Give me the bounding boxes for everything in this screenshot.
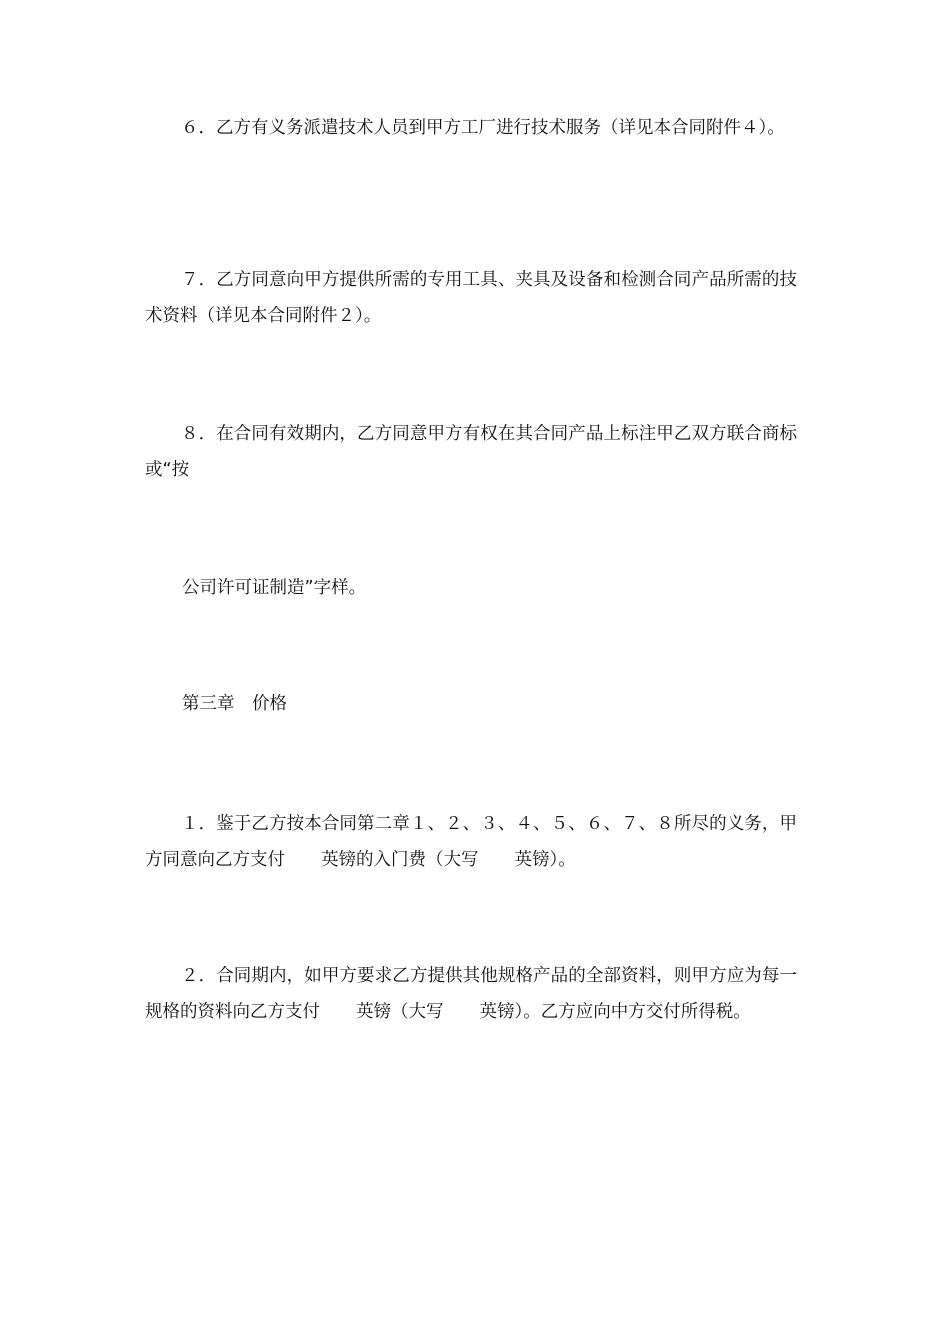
price-clause-2-paragraph (145, 958, 797, 1030)
price-clause-2-text-a: ２．合同期内，如甲方要求乙方提供其他规格产品的全部资料，则甲方应为每一规格的资料向乙方支付 (145, 966, 797, 1022)
clause-8-continuation: 公司许可证制造”字样。 (182, 578, 367, 598)
price-clause-2-text-c: 英镑）。乙方应向中方交付所得税。 (479, 1002, 751, 1022)
clause-6-paragraph: ６．乙方有义务派遣技术人员到甲方工厂进行技术服务（详见本合同附件４）。 (181, 118, 785, 138)
price-clause-2-text-b: 英镑（大写 (356, 1002, 444, 1022)
chapter-3-heading: 第三章 价格 (182, 694, 287, 714)
price-clause-1-paragraph (145, 806, 797, 878)
clause-7-paragraph: ７．乙方同意向甲方提供所需的专用工具、夹具及设备和检测合同产品所需的技术资料（详见本合同附件２）。 (145, 270, 797, 326)
price-clause-1-text-b: 英镑的入门费（大写 (321, 850, 479, 870)
price-clause-1-text-a: １．鉴于乙方按本合同第二章１、２、３、４、５、６、７、８所尽的义务，甲方同意向乙方支付 (145, 814, 797, 870)
price-clause-1-text-c: 英镑）。 (514, 850, 576, 870)
clause-8-paragraph: ８．在合同有效期内，乙方同意甲方有权在其合同产品上标注甲乙双方联合商标或“按 (145, 424, 797, 480)
